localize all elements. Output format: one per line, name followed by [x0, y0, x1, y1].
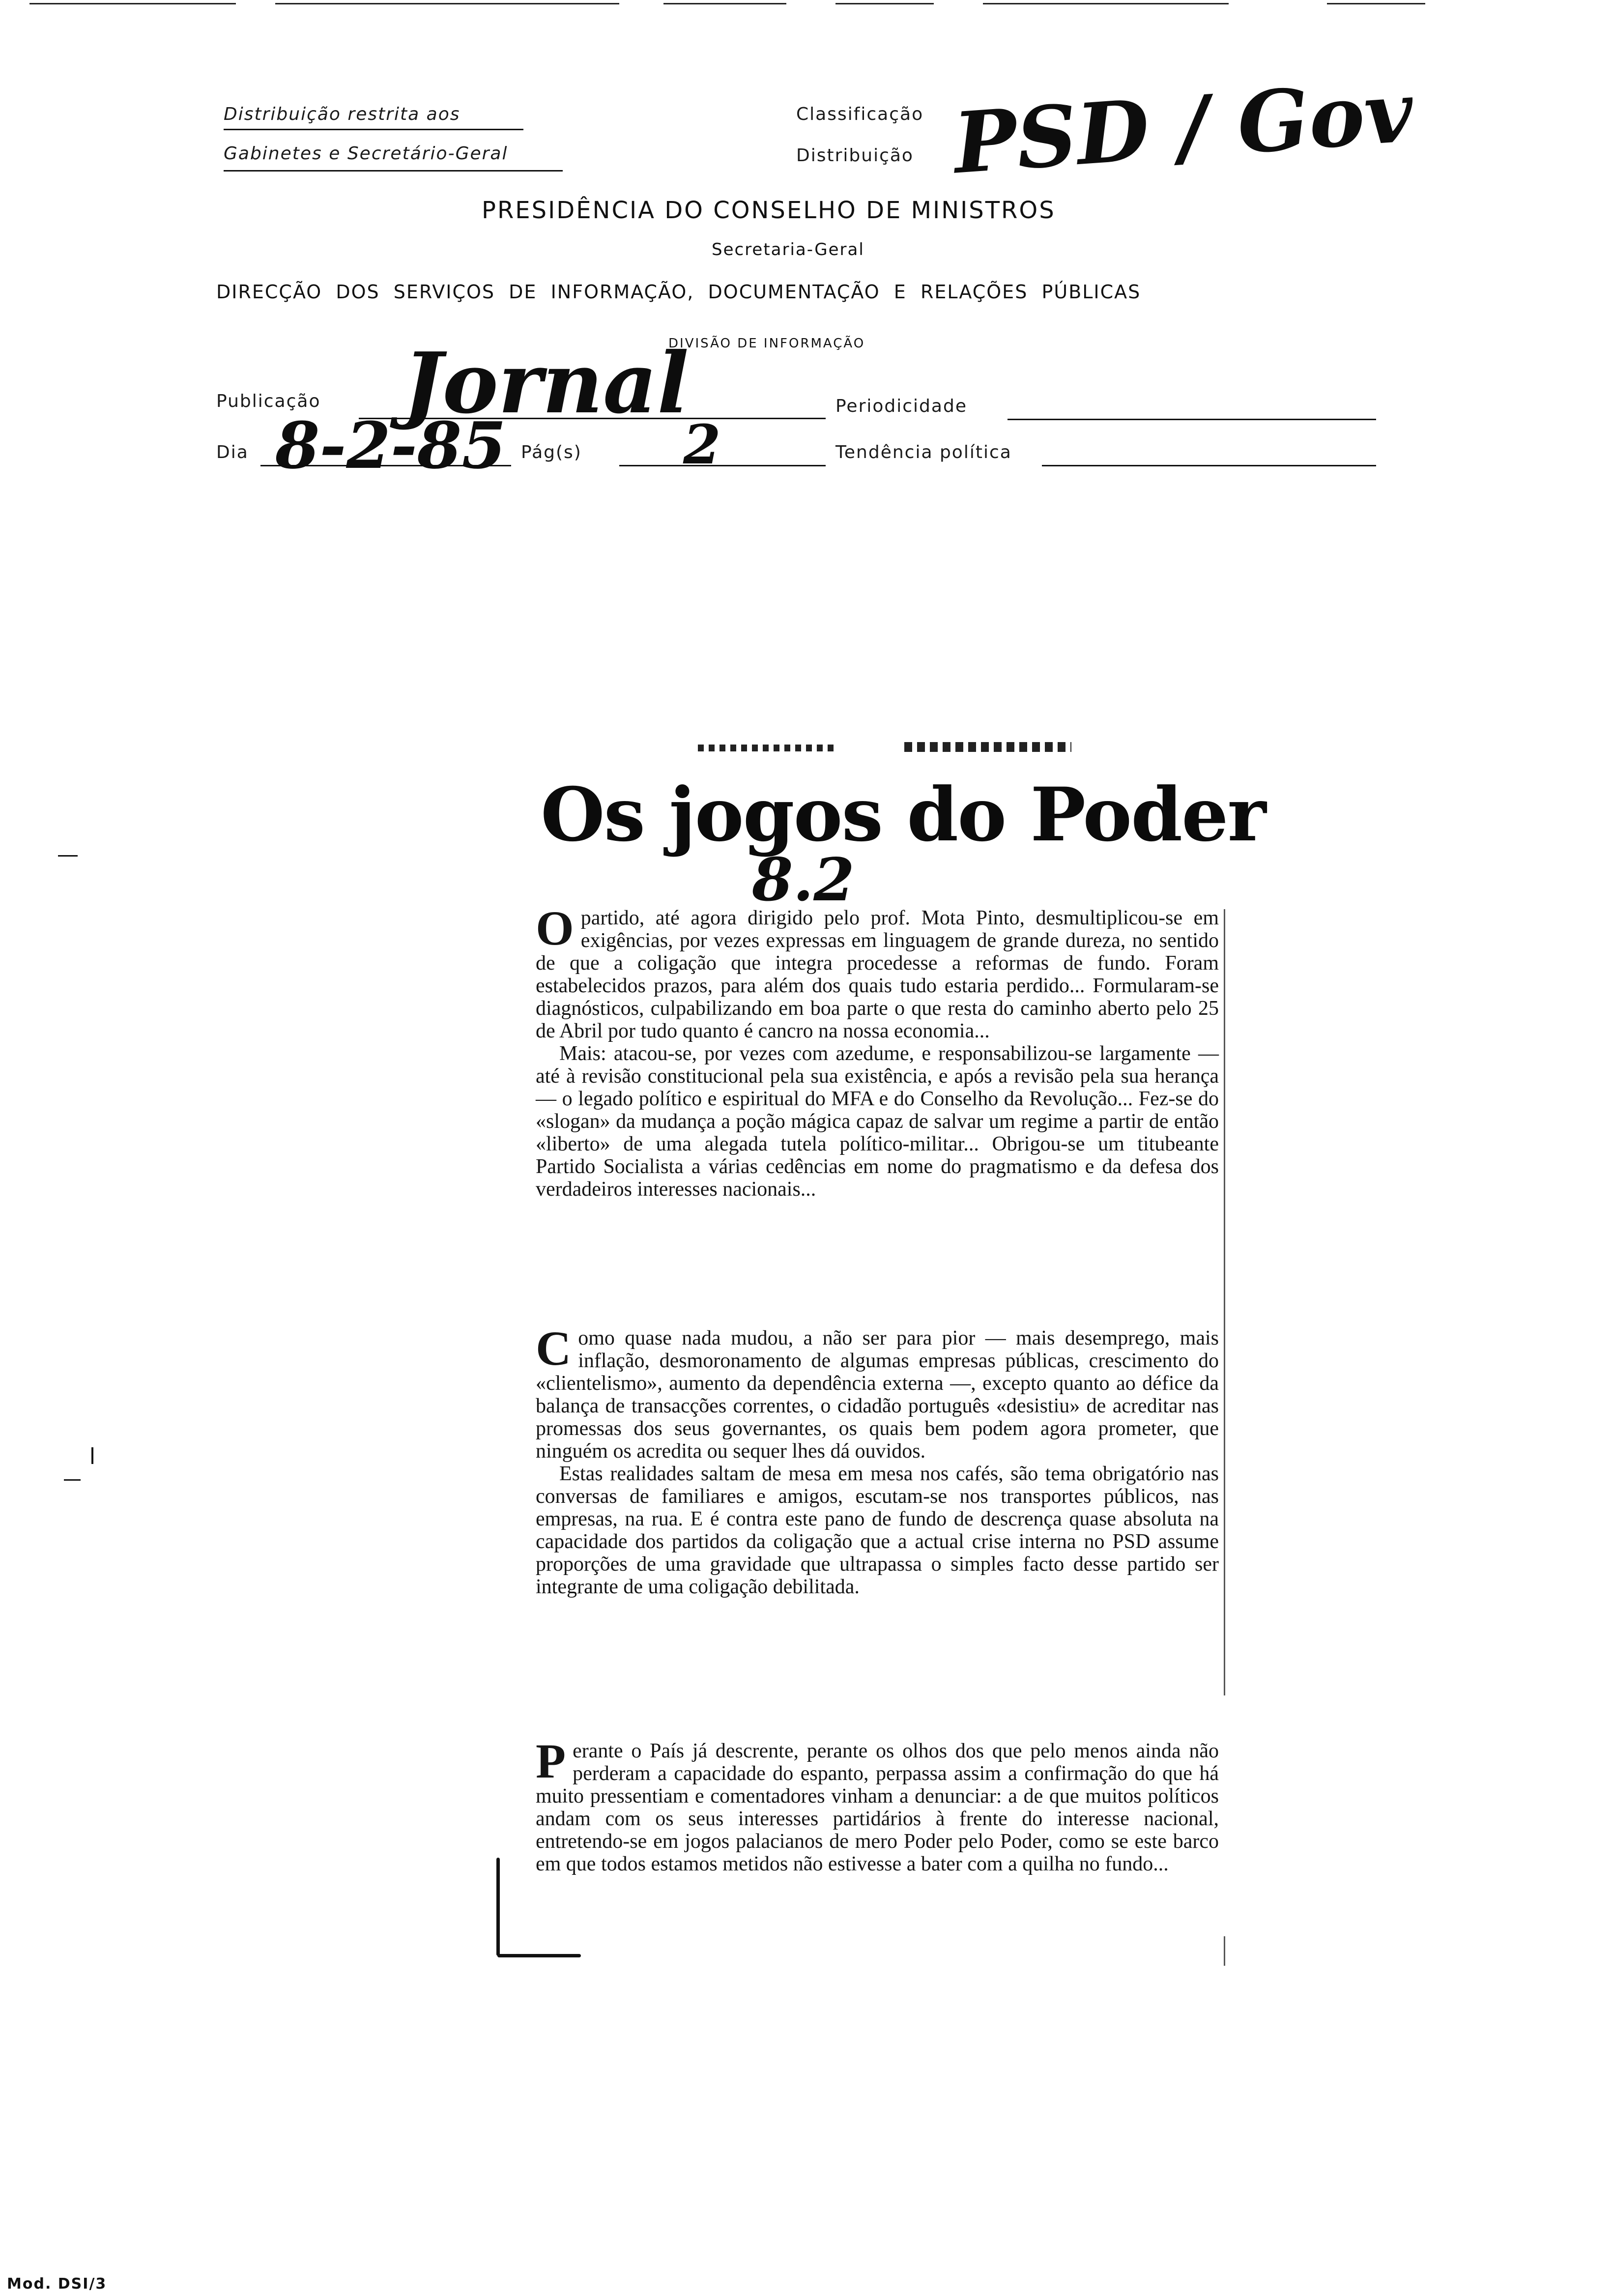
day-label: Dia	[216, 442, 249, 462]
distribution-line-1: Distribuição restrita aos	[224, 104, 461, 124]
secretariat-title: Secretaria-Geral	[712, 240, 864, 259]
article-paragraph: partido, até agora dirigido pelo prof. Mota Pinto, desmultiplicou-se em exigências, por vezes expressas em linguagem de grande dureza, no sentido de que a coligação que integra procedesse a reformas de fundo. Foram estabelecidos prazos, para além dos quais tudo estaria perdido... Formularam-se diagnósticos, culpabilizando em boa parte o que resta do caminho aberto pelo 25 de Abril por tudo quanto é cancro na nossa economia...	[536, 907, 1219, 1042]
form-code: Mod. DSI/3	[7, 2275, 107, 2293]
clipping-edge	[1224, 1936, 1225, 1966]
scan-edge-line	[983, 3, 1229, 4]
clipping-noise	[904, 742, 1071, 752]
presidency-title: PRESIDÊNCIA DO CONSELHO DE MINISTROS	[482, 197, 1056, 224]
division-title: DIVISÃO DE INFORMAÇÃO	[668, 336, 865, 351]
periodicity-label: Periodicidade	[835, 396, 967, 416]
article-paragraph: erante o País já descrente, perante os olhos dos que pelo menos ainda não perderam a capacidade do espanto, perpassa assim a confirmação do que há muito pressentiam e comentadores vinham a denunciar: a de que muitos políticos andam com os seus interesses partidários à frente do interesse nacional, entretendo-se em jogos palacianos de mero Poder pelo Poder, como se este barco em que todos estamos metidos não estivesse a bater com a quilha no fundo...	[536, 1740, 1219, 1875]
scan-edge-line	[1327, 3, 1425, 4]
scan-mark	[91, 1447, 93, 1464]
distribution-line-2: Gabinetes e Secretário-Geral	[224, 144, 508, 164]
scan-mark	[64, 1479, 81, 1481]
article-paragraph: Mais: atacou-se, por vezes com azedume, e responsabilizou-se largamente — até à revisão constitucional pela sua existência, e após a revisão pela sua herança — o legado político e espiritual do MFA e do Conselho da Revolução... Fez-se do «slogan» da mudança a poção mágica capaz de salvar um regime a partir de então «liberto» de uma alegada tutela político-militar... Obrigou-se um titubeante Partido Socialista a várias cedências em nome do pragmatismo e da defesa dos verdadeiros interesses nacionais...	[536, 1042, 1219, 1201]
directorate-title: DIRECÇÃO DOS SERVIÇOS DE INFORMAÇÃO, DOCUMENTAÇÃO E RELAÇÕES PÚBLICAS	[216, 281, 1141, 303]
publication-label: Publicação	[216, 391, 321, 411]
publication-value: Jornal	[403, 334, 689, 432]
scan-mark	[58, 855, 78, 857]
tendency-label: Tendência política	[835, 442, 1012, 462]
handwritten-bracket	[497, 1954, 581, 1957]
scan-edge-line	[275, 3, 619, 4]
clipping-noise	[698, 745, 835, 751]
pages-label: Pág(s)	[521, 442, 582, 462]
tendency-field-line	[1042, 465, 1376, 466]
clipping-edge	[1224, 909, 1225, 1695]
dropcap: C	[536, 1321, 572, 1376]
periodicity-field-line	[1008, 419, 1376, 420]
article-title: Os jogos do Poder	[541, 772, 1266, 858]
scan-edge-line	[29, 3, 236, 4]
header-rule	[224, 170, 563, 172]
scan-edge-line	[835, 3, 934, 4]
pages-field-line	[619, 465, 826, 466]
dropcap: P	[536, 1734, 566, 1788]
article-section-1	[536, 901, 1219, 1201]
article-paragraph: omo quase nada mudou, a não ser para pior — mais desemprego, mais inflação, desmoronamento de algumas empresas públicas, crescimento do «clientelismo», aumento da dependência externa —, excepto quanto ao défice da balança de transacções correntes, o cidadão português «desistiu» de acreditar nas promessas dos seus governantes, os quais bem podem agora prometer, que ninguém os acredita ou sequer lhes dá ouvidos.	[536, 1327, 1219, 1463]
handwritten-date: 8.2	[752, 845, 855, 915]
distribution-label: Distribuição	[796, 145, 914, 166]
dropcap: O	[536, 901, 574, 955]
handwritten-bracket	[496, 1858, 500, 1956]
handwritten-classification: PSD / Gov	[950, 62, 1416, 193]
article-section-3	[536, 1734, 1219, 1875]
article-paragraph: Estas realidades saltam de mesa em mesa nos cafés, são tema obrigatório nas conversas de familiares e amigos, escutam-se nos transportes públicos, nas empresas, na rua. E é contra este pano de fundo de descrença quase absoluta na capacidade dos partidos da coligação que a actual crise interna no PSD assume proporções de uma gravidade que ultrapassa o simples facto desse partido ser integrante de uma coligação debilitada.	[536, 1463, 1219, 1598]
classification-label: Classificação	[796, 104, 924, 124]
pages-value: 2	[683, 413, 721, 476]
scan-edge-line	[663, 3, 786, 4]
day-value: 8-2-85	[275, 408, 506, 483]
article-section-2	[536, 1321, 1219, 1598]
header-rule	[224, 129, 523, 130]
